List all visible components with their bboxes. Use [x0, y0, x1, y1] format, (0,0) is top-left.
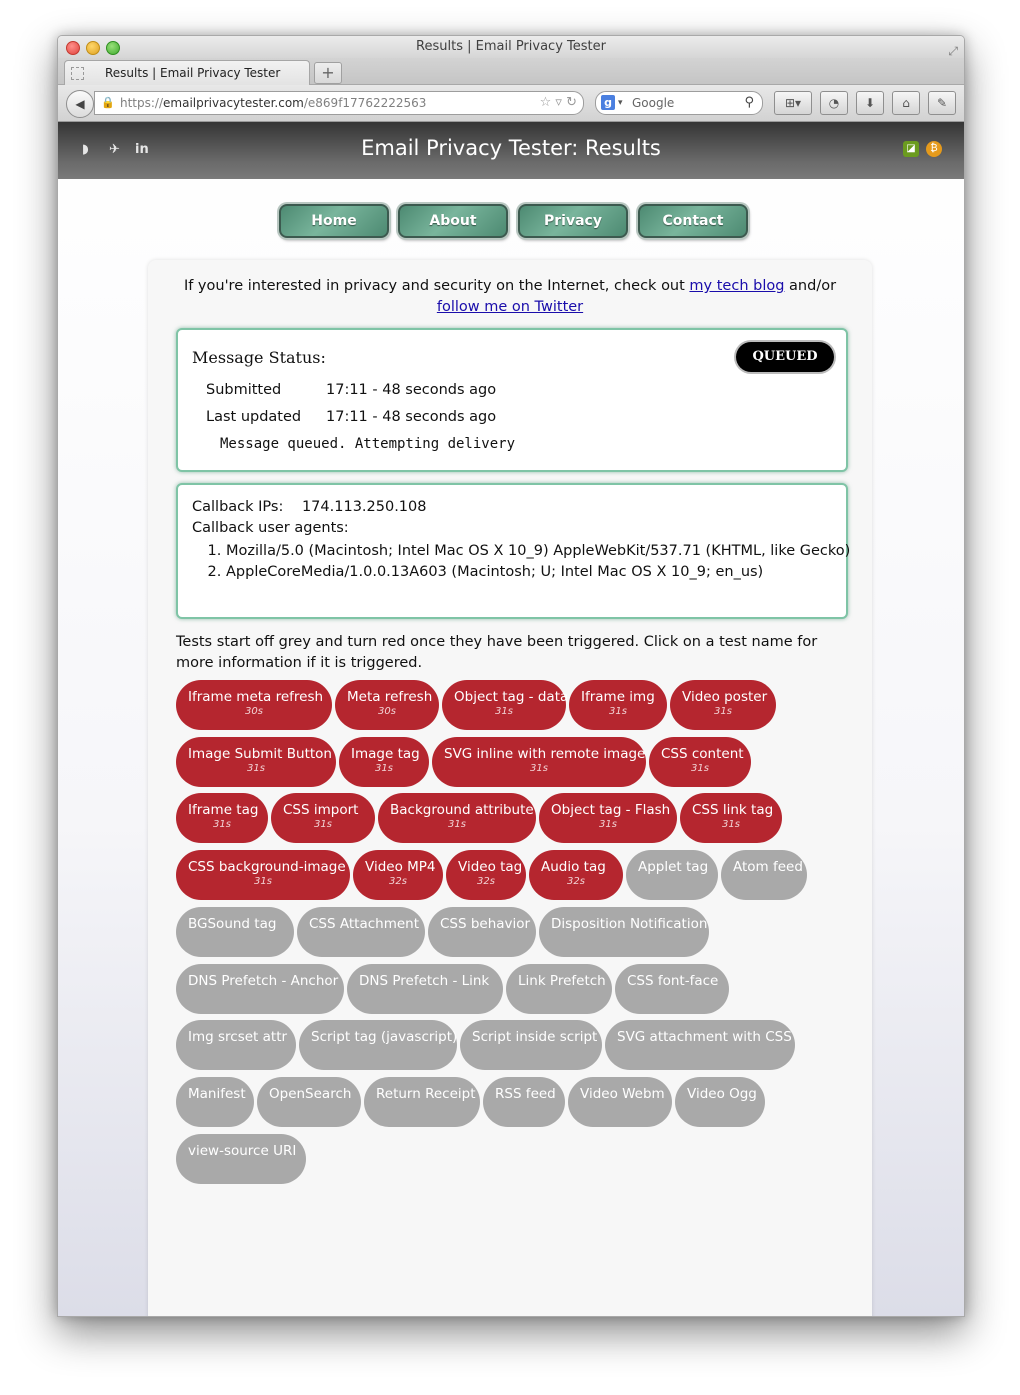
reload-icon[interactable]: ↻: [566, 95, 577, 110]
test-button[interactable]: [568, 1077, 672, 1127]
back-button[interactable]: [66, 90, 94, 118]
tests-note: Tests start off grey and turn red once they have been triggered. Click on a test name for more information if it is triggered.: [176, 634, 818, 671]
title-bar: [58, 36, 964, 58]
test-button[interactable]: [460, 1020, 602, 1070]
test-time: 31s: [375, 763, 393, 774]
downloads-button[interactable]: [856, 91, 884, 115]
tech-blog-link[interactable]: my tech blog: [689, 278, 785, 294]
test-button[interactable]: [176, 1134, 306, 1184]
content-panel: [148, 260, 872, 1316]
test-button[interactable]: [605, 1020, 795, 1070]
bookmarks-button[interactable]: [774, 91, 812, 115]
test-button[interactable]: [176, 680, 332, 730]
test-name: CSS import: [283, 802, 359, 818]
tab-title: Results | Email Privacy Tester: [105, 66, 281, 80]
window-title: Results | Email Privacy Tester: [416, 39, 606, 54]
test-name: Link Prefetch: [518, 973, 606, 989]
test-time: 31s: [213, 819, 231, 830]
favicon-icon: [71, 67, 84, 80]
test-time: 31s: [722, 819, 740, 830]
rss-button[interactable]: [820, 91, 848, 115]
test-name: Meta refresh: [347, 689, 433, 705]
bookmarks-icon: ⊞▾: [784, 96, 802, 110]
test-button[interactable]: [297, 907, 425, 957]
test-time: 31s: [599, 819, 617, 830]
linkedin-icon[interactable]: in: [135, 142, 149, 157]
last-updated-value: 17:11 - 48 seconds ago: [326, 409, 497, 425]
test-name: Video tag: [458, 859, 523, 875]
search-placeholder: Google: [632, 96, 675, 110]
page-viewport: [58, 122, 964, 1316]
test-name: CSS link tag: [692, 802, 774, 818]
test-button[interactable]: [176, 850, 350, 900]
test-button[interactable]: [257, 1077, 361, 1127]
test-button[interactable]: [176, 793, 268, 843]
test-time: 31s: [609, 706, 627, 717]
search-engine-dropdown-icon[interactable]: ▾: [618, 98, 623, 108]
dropdown-icon[interactable]: ▿: [555, 95, 562, 110]
home-button[interactable]: [892, 91, 920, 115]
test-button[interactable]: [670, 680, 776, 730]
last-updated-label: Last updated: [206, 409, 302, 425]
browser-window: [57, 35, 965, 1317]
test-button[interactable]: [176, 1077, 254, 1127]
test-button[interactable]: [347, 964, 503, 1014]
last-updated-row: [206, 409, 497, 425]
test-time: 31s: [254, 876, 272, 887]
submitted-row: [206, 382, 497, 398]
test-button[interactable]: [506, 964, 612, 1014]
test-button[interactable]: [176, 964, 344, 1014]
test-button[interactable]: [721, 850, 807, 900]
url-text: [120, 92, 426, 114]
bitcoin-icon[interactable]: ₿: [926, 141, 942, 157]
test-time: 31s: [691, 763, 709, 774]
test-name: view-source URI: [188, 1143, 297, 1159]
callback-ips-value: 174.113.250.108: [301, 499, 427, 515]
test-button[interactable]: [626, 850, 718, 900]
test-button[interactable]: [378, 793, 536, 843]
nav-home[interactable]: Home: [279, 204, 389, 238]
test-name: Script tag (javascript): [311, 1029, 458, 1045]
test-time: 30s: [378, 706, 396, 717]
test-time: 32s: [477, 876, 495, 887]
test-button[interactable]: [569, 680, 667, 730]
test-time: 31s: [530, 763, 548, 774]
callback-agents-list: [202, 541, 856, 583]
url-host: emailprivacytester.com: [163, 96, 304, 110]
test-name: Img srcset attr: [188, 1029, 288, 1045]
test-name: Object tag - data: [454, 689, 569, 705]
test-button[interactable]: [675, 1077, 765, 1127]
test-name: CSS background-image: [188, 859, 346, 875]
lock-icon: 🔒: [101, 96, 115, 109]
message-status-box: [176, 328, 848, 472]
test-time: 32s: [567, 876, 585, 887]
callback-agents-label: Callback user agents:: [192, 520, 349, 536]
test-button[interactable]: [615, 964, 729, 1014]
test-name: Applet tag: [638, 859, 709, 875]
test-name: Iframe meta refresh: [188, 689, 324, 705]
test-button[interactable]: [335, 680, 439, 730]
intro-text: [148, 276, 872, 318]
test-button[interactable]: [680, 793, 782, 843]
intro-and-or: and/or: [789, 278, 837, 294]
url-actions: [540, 92, 577, 114]
message-status-heading: Message Status:: [192, 348, 326, 367]
test-button[interactable]: [483, 1077, 565, 1127]
test-button[interactable]: [176, 737, 336, 787]
status-badge: QUEUED: [736, 342, 834, 372]
twitter-icon[interactable]: ✈: [109, 142, 120, 157]
test-time: 31s: [314, 819, 332, 830]
test-name: SVG inline with remote image: [444, 746, 646, 762]
rss-icon[interactable]: ◗: [82, 142, 89, 157]
test-button[interactable]: [539, 793, 677, 843]
test-button[interactable]: [271, 793, 375, 843]
test-time: 31s: [495, 706, 513, 717]
test-button[interactable]: [649, 737, 751, 787]
test-name: Disposition Notification: [551, 916, 708, 932]
test-name: SVG attachment with CSS: [617, 1029, 792, 1045]
home-icon: ⌂: [902, 96, 910, 110]
tab-bar: [58, 58, 964, 85]
test-name: Atom feed: [733, 859, 803, 875]
twitter-link[interactable]: follow me on Twitter: [436, 299, 584, 315]
test-name: Video Ogg: [687, 1086, 757, 1102]
flattr-icon[interactable]: ◪: [903, 141, 919, 157]
test-name: DNS Prefetch - Link: [359, 973, 490, 989]
settings-button[interactable]: [928, 91, 956, 115]
test-button[interactable]: [442, 680, 569, 730]
test-name: CSS font-face: [627, 973, 719, 989]
nav-about[interactable]: About: [398, 204, 508, 238]
url-scheme: https://: [120, 96, 164, 110]
test-name: CSS content: [661, 746, 744, 762]
close-window-button[interactable]: [66, 41, 80, 55]
test-time: 30s: [245, 706, 263, 717]
test-name: Object tag - Flash: [551, 802, 671, 818]
test-name: Manifest: [188, 1086, 246, 1102]
submitted-value: 17:11 - 48 seconds ago: [326, 382, 497, 398]
test-name: Script inside script: [472, 1029, 598, 1045]
test-button[interactable]: [539, 907, 709, 957]
test-name: Image tag: [351, 746, 420, 762]
test-time: 31s: [247, 763, 265, 774]
test-name: CSS Attachment: [309, 916, 419, 932]
zoom-window-button[interactable]: [106, 41, 120, 55]
test-name: Audio tag: [541, 859, 606, 875]
list-item: 2. AppleCoreMedia/1.0.0.13A603 (Macintosh; U; Intel Mac OS X 10_9; en_us): [226, 562, 856, 583]
test-name: Video MP4: [365, 859, 436, 875]
test-name: RSS feed: [495, 1086, 556, 1102]
callback-ips-row: [192, 499, 427, 515]
test-name: Image Submit Button: [188, 746, 332, 762]
test-button[interactable]: [428, 907, 536, 957]
list-item: 1. Mozilla/5.0 (Macintosh; Intel Mac OS X 10_9) AppleWebKit/537.71 (KHTML, like Gecko): [226, 541, 856, 562]
submitted-label: Submitted: [206, 382, 282, 398]
test-name: Video Webm: [580, 1086, 665, 1102]
test-name: DNS Prefetch - Anchor: [188, 973, 339, 989]
test-button[interactable]: [432, 737, 646, 787]
minimize-window-button[interactable]: [86, 41, 100, 55]
test-button[interactable]: [446, 850, 526, 900]
nav-privacy[interactable]: Privacy: [518, 204, 628, 238]
google-icon[interactable]: g: [601, 95, 615, 110]
test-time: 31s: [714, 706, 732, 717]
nav-contact[interactable]: Contact: [638, 204, 748, 238]
test-name: Background attribute: [390, 802, 534, 818]
new-tab-button[interactable]: +: [314, 62, 342, 84]
test-name: CSS behavior: [440, 916, 531, 932]
test-button[interactable]: [299, 1020, 457, 1070]
test-name: OpenSearch: [269, 1086, 352, 1102]
test-button[interactable]: [176, 1020, 296, 1070]
test-button[interactable]: [353, 850, 443, 900]
search-field[interactable]: [595, 91, 763, 115]
test-name: Iframe img: [581, 689, 655, 705]
test-time: 32s: [389, 876, 407, 887]
test-button[interactable]: [339, 737, 429, 787]
address-bar[interactable]: [94, 91, 584, 115]
callback-box: [176, 483, 851, 619]
browser-toolbar: [58, 85, 964, 122]
magnifier-icon: ⚲: [744, 95, 754, 110]
intro-lead: If you're interested in privacy and security on the Internet, check out: [183, 278, 685, 294]
fullscreen-icon[interactable]: ⤢: [948, 44, 958, 58]
status-message: Message queued. Attempting delivery: [220, 436, 516, 452]
callback-ips-label: Callback IPs:: [192, 499, 284, 515]
test-button[interactable]: [176, 907, 294, 957]
url-path: /e869f17762222563: [303, 96, 427, 110]
test-button[interactable]: [529, 850, 623, 900]
test-button[interactable]: [364, 1077, 480, 1127]
test-name: Return Receipt: [376, 1086, 476, 1102]
site-header: [58, 122, 964, 179]
test-name: Video poster: [682, 689, 768, 705]
wrench-icon: ✎: [936, 96, 948, 110]
download-icon: ⬇: [864, 96, 876, 110]
test-name: Iframe tag: [188, 802, 259, 818]
page-title: Email Privacy Tester: Results: [361, 136, 661, 160]
back-arrow-icon: ◀: [75, 97, 85, 111]
tab-results[interactable]: [64, 60, 310, 85]
bookmark-star-icon[interactable]: ☆: [539, 95, 552, 110]
rss-toolbar-icon: ◔: [828, 96, 840, 110]
test-time: 31s: [448, 819, 466, 830]
test-name: BGSound tag: [188, 916, 277, 932]
